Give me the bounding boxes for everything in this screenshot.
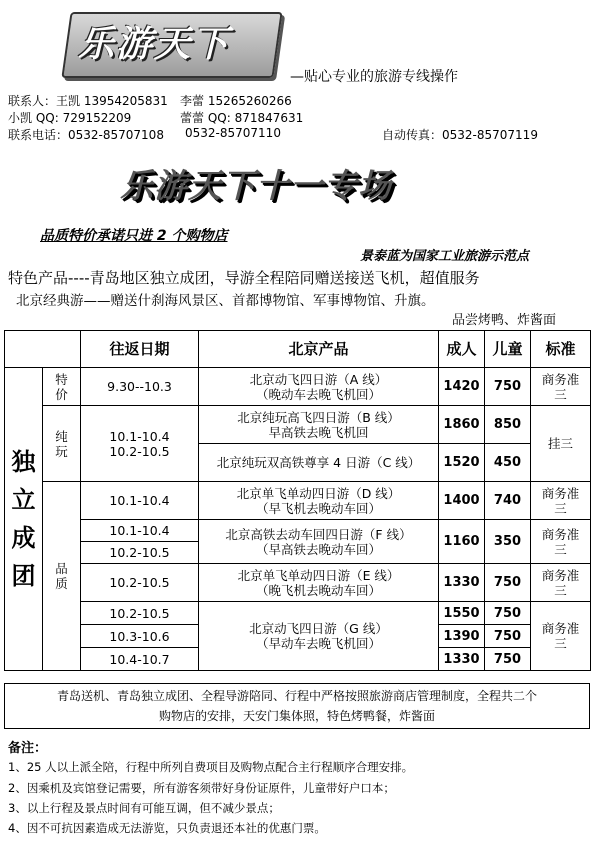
date-line: 10.2-10.5 (109, 443, 170, 459)
category-cell (43, 406, 81, 482)
contact-line-3c: 自动传真：0532-85707119 (382, 128, 538, 142)
classic-text: 北京经典游——赠送什刹海风景区、首都博物馆、军事博物馆、升旗。 (16, 293, 435, 309)
category-cell (43, 368, 81, 406)
tagline: —贴心专业的旅游专线操作 (290, 69, 458, 85)
park-text: 景泰蓝为国家工业旅游示范点 (360, 249, 530, 264)
standard-text: 商务准三 (541, 485, 580, 516)
adult-price: 1520 (439, 444, 485, 482)
child-price: 750 (485, 368, 531, 406)
category-pure: 纯玩 (55, 428, 68, 459)
product-line: （早动车去晚飞机回） (255, 636, 381, 651)
product-line: 早高铁去晚飞机回 (268, 424, 369, 440)
table-row (5, 564, 591, 602)
contact-line-2a: 小凯 QQ: 729152209 (8, 111, 132, 125)
date-cell: 10.2-10.5 (81, 602, 199, 625)
adult-price: 1330 (439, 648, 485, 671)
adult-price: 1860 (439, 406, 485, 444)
contact-line-1a: 联系人：王凯 13954205831 (8, 94, 168, 108)
date-cell: 9.30--10.3 (81, 368, 199, 406)
contact-line-3a: 联系电话：0532-85707108 (8, 128, 164, 142)
category-quality: 品质 (55, 561, 68, 591)
child-price: 450 (485, 444, 531, 482)
standard-text: 商务准三 (541, 621, 580, 651)
note-item: 1、25 人以上派全陪，行程中所列自费项目及购物点配合主行程顺序合理安排。 (8, 760, 414, 774)
table-row (5, 520, 591, 542)
service-summary-line: 青岛送机、青岛独立成团、全程导游陪同、行程中严格按照旅游商店管理制度，全程共二个 (56, 689, 537, 703)
product-line: 北京单飞单动四日游（E 线） (237, 567, 400, 583)
child-price: 750 (485, 602, 531, 625)
contact-line-2b: 蕾蕾 QQ: 871847631 (180, 111, 304, 125)
product-cell (199, 368, 439, 406)
child-price: 740 (485, 482, 531, 520)
standard-cell (531, 602, 591, 671)
header-product: 北京产品 (199, 331, 439, 368)
date-cell: 10.2-10.5 (81, 542, 199, 564)
product-line: 北京高铁去动车回四日游（F 线） (225, 526, 412, 542)
child-price: 750 (485, 625, 531, 648)
standard-text: 商务准三 (541, 371, 580, 402)
standard-cell (531, 564, 591, 602)
product-line: （早飞机去晚动车回） (255, 500, 381, 516)
product-cell (199, 602, 439, 671)
note-item: 3、以上行程及景点时间有可能互调，但不减少景点； (8, 801, 280, 815)
product-cell: 北京纯玩双高铁尊享 4 日游（C 线） (199, 444, 439, 482)
category-special: 特价 (55, 371, 68, 402)
notes-title: 备注： (8, 741, 48, 756)
taste-text: 品尝烤鸭、炸酱面 (452, 313, 557, 328)
note-item: 2、因乘机及宾馆登记需要，所有游客须带好身份证原件，儿童带好户口本； (8, 781, 395, 795)
promise-text: 品质特价承诺只进 2 个购物店 (40, 228, 228, 244)
child-price: 750 (485, 564, 531, 602)
product-cell (199, 520, 439, 564)
contact-line-1b: 李蕾 15265260266 (180, 94, 292, 108)
tour-table (4, 330, 591, 671)
table-row (5, 368, 591, 406)
product-line: 北京单飞单动四日游（D 线） (236, 485, 401, 501)
product-cell (199, 564, 439, 602)
standard-cell (531, 482, 591, 520)
product-line: （晚飞机去晚动车回） (255, 582, 381, 598)
child-price: 350 (485, 520, 531, 564)
product-cell (199, 482, 439, 520)
adult-price: 1390 (439, 625, 485, 648)
header-spacer (5, 331, 81, 368)
standard-cell (531, 368, 591, 406)
header-dates: 往返日期 (81, 331, 199, 368)
standard-text: 商务准三 (541, 526, 580, 557)
service-summary (4, 683, 590, 729)
date-cell: 10.3-10.6 (81, 625, 199, 648)
adult-price: 1550 (439, 602, 485, 625)
date-cell: 10.2-10.5 (81, 564, 199, 602)
date-cell: 10.1-10.4 (81, 520, 199, 542)
date-line: 10.1-10.4 (109, 428, 170, 444)
product-line: （晚动车去晚飞机回） (255, 386, 381, 402)
adult-price: 1420 (439, 368, 485, 406)
date-cell: 10.1-10.4 (81, 482, 199, 520)
child-price: 850 (485, 406, 531, 444)
header-standard: 标准 (531, 331, 591, 368)
group-label-text: 独立成团 (11, 448, 36, 590)
product-line: 北京纯玩高飞四日游（B 线） (237, 409, 400, 425)
child-price: 750 (485, 648, 531, 671)
table-row (5, 602, 591, 625)
contact-line-3b: 0532-85707110 (185, 126, 281, 140)
table-header-row (5, 331, 591, 368)
adult-price: 1400 (439, 482, 485, 520)
adult-price: 1160 (439, 520, 485, 564)
service-summary-line: 购物店的安排，天安门集体照，特色烤鸭餐，炸酱面 (158, 709, 435, 723)
note-item: 4、因不可抗因素造成无法游览，只负责退还本社的优惠门票。 (8, 821, 326, 835)
table-row (5, 482, 591, 520)
standard-text: 商务准三 (541, 567, 580, 598)
product-line: 北京动飞四日游（G 线） (249, 621, 388, 636)
date-cell: 10.4-10.7 (81, 648, 199, 671)
product-line: 北京动飞四日游（A 线） (249, 371, 388, 387)
standard-cell (531, 520, 591, 564)
category-cell (43, 482, 81, 671)
header-child: 儿童 (485, 331, 531, 368)
product-cell (199, 406, 439, 444)
product-line: （早高铁去晚动车回） (255, 541, 381, 557)
adult-price: 1330 (439, 564, 485, 602)
group-label (5, 368, 43, 671)
date-cell (81, 406, 199, 482)
page-title: 乐游天下十一专场 (120, 166, 392, 205)
header-adult: 成人 (439, 331, 485, 368)
table-row (5, 406, 591, 444)
feature-text: 特色产品----青岛地区独立成团，导游全程陪同赠送接送飞机，超值服务 (8, 269, 480, 287)
logo-text: 乐游天下 (78, 24, 231, 65)
standard-cell: 挂三 (531, 406, 591, 482)
